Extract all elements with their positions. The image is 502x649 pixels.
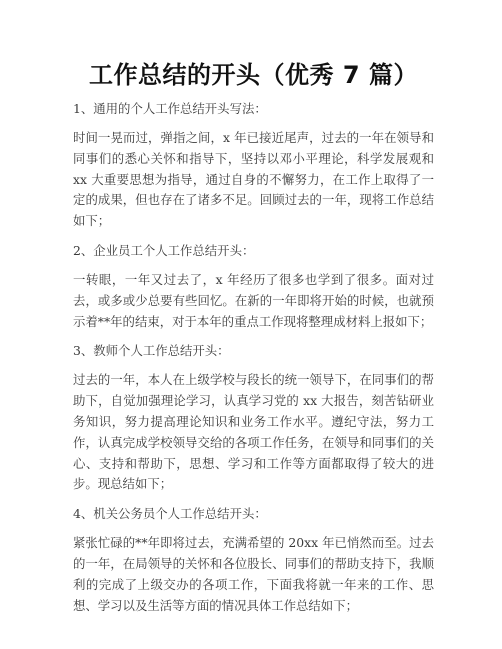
section-paragraph: 紧张忙碌的**年即将过去，充满希望的 20xx 年已悄然而至。过去的一年，在局领导的关怀和各位股长、同事们的帮助支持下，我顺利的完成了上级交办的各项工作，下面我将就一年来的工作、思想、学习以及生活等方面的情况具体工作总结如下； — [73, 535, 434, 613]
section-paragraph: 一转眼，一年又过去了，x 年经历了很多也学到了很多。面对过去，或多或少总要有些回忆。在新的一年即将开始的时候，也就预示着**年的结束，对于本年的重点工作现将整理成材料上报如下； — [73, 271, 434, 329]
section-heading: 2、企业员工个人工作总结开头： — [73, 242, 255, 258]
section-paragraph: 过去的一年，本人在上级学校与段长的统一领导下，在同事们的帮助下，自觉加强理论学习，认真学习党的 xx 大报告，刻苦钻研业务知识，努力提高理论知识和业务工作水平。遵纪守法，努力工作，认真完成学校领导交给的各项工作任务，在领导和同事们的关心、支持和帮助下，思想、学习和工作等方面都取得了较大的进步。现总结如下； — [73, 372, 434, 492]
document-body — [73, 99, 434, 616]
section-heading: 3、教师个人工作总结开头： — [73, 343, 230, 359]
document-title: 工作总结的开头（优秀 7 篇） — [89, 61, 418, 89]
section-heading: 1、通用的个人工作总结开头写法： — [73, 101, 267, 116]
section-heading: 4、机关公务员个人工作总结开头： — [73, 506, 267, 522]
section-paragraph: 时间一晃而过，弹指之间，x 年已接近尾声，过去的一年在领导和同事们的悉心关怀和指导下，坚持以邓小平理论，科学发展观和 xx 大重要思想为指导，通过自身的不懈努力，在工作上取得了一定的成果，但也存在了诸多不足。回顾过去的一年，现将工作总结如下； — [73, 130, 434, 229]
